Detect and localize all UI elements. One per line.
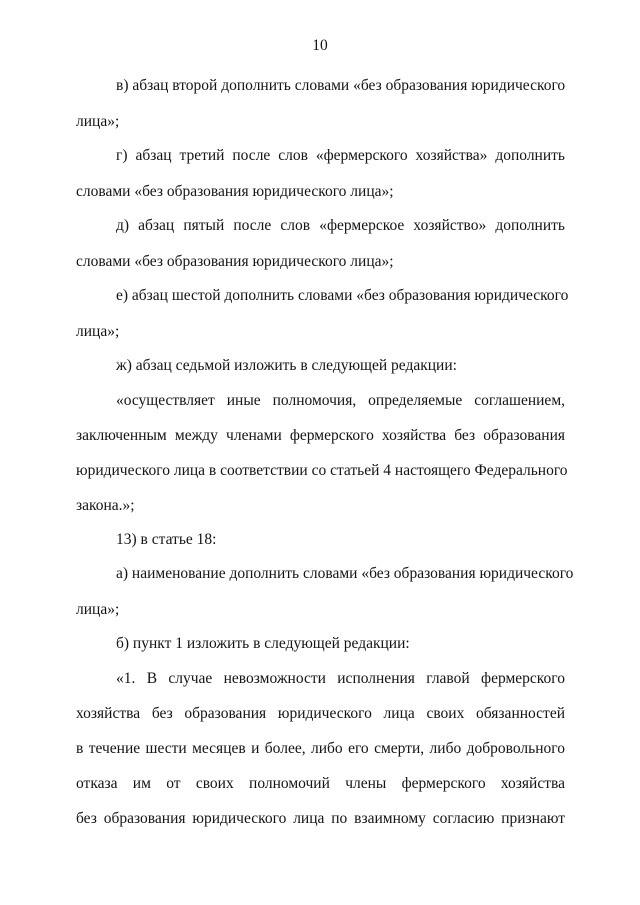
text-line: е) абзац шестой дополнить словами «без образования юридического: [116, 287, 569, 304]
text-line: в) абзац второй дополнить словами «без образования юридического: [116, 77, 566, 94]
text-line: д) абзац пятый после слов «фермерское хозяйство» дополнить: [116, 217, 565, 234]
text-line: закона.»;: [76, 497, 135, 514]
text-line: г) абзац третий после слов «фермерского хозяйства» дополнить: [116, 147, 565, 164]
text-line: «1. В случае невозможности исполнения главой фермерского: [116, 670, 565, 687]
text-line: «осуществляет иные полномочия, определяемые соглашением,: [116, 392, 565, 409]
page-number: 10: [312, 37, 328, 54]
text-line: б) пункт 1 изложить в следующей редакции:: [116, 635, 410, 652]
text-line: юридического лица в соответствии со статьей 4 настоящего Федерального: [76, 462, 568, 479]
text-line: отказа им от своих полномочий члены фермерского хозяйства: [76, 775, 565, 792]
text-line: лица»;: [76, 323, 120, 340]
text-line: без образования юридического лица по взаимному согласию признают: [76, 810, 565, 827]
text-line: словами «без образования юридического лица»;: [76, 183, 394, 200]
text-line: заключенным между членами фермерского хозяйства без образования: [76, 427, 565, 444]
text-line: в течение шести месяцев и более, либо его смерти, либо добровольного: [76, 740, 565, 757]
text-line: 13) в статье 18:: [116, 531, 217, 548]
text-line: ж) абзац седьмой изложить в следующей редакции:: [116, 357, 457, 374]
text-line: а) наименование дополнить словами «без образования юридического: [116, 565, 574, 582]
text-line: словами «без образования юридического лица»;: [76, 253, 394, 270]
text-line: лица»;: [76, 601, 120, 618]
text-line: хозяйства без образования юридического лица своих обязанностей: [76, 705, 565, 722]
text-line: лица»;: [76, 113, 120, 130]
